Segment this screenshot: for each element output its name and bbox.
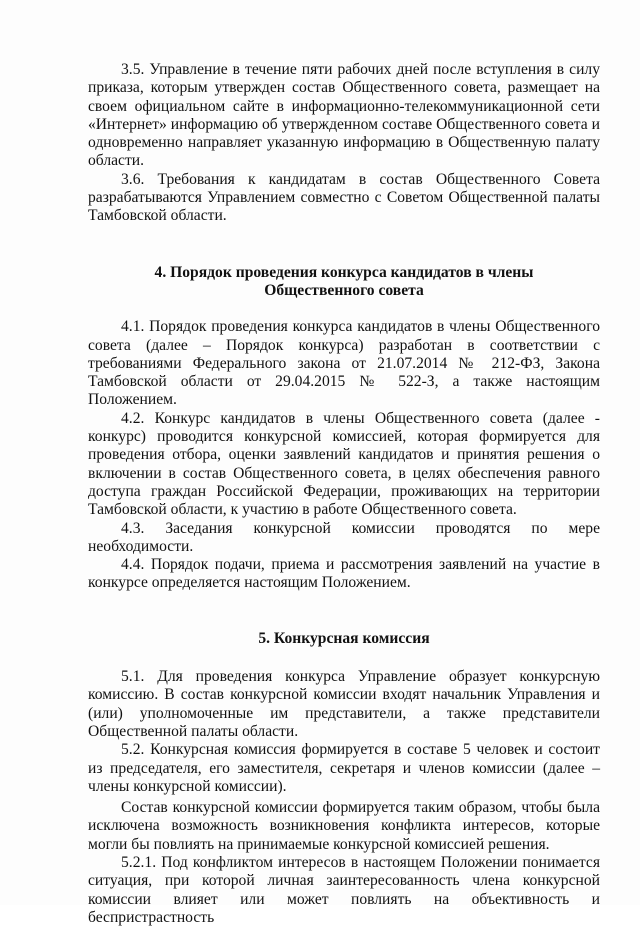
section-4-heading-line2: Общественного совета: [264, 281, 424, 299]
paragraph-4-1: 4.1. Порядок проведения конкурса кандидатов в члены Общественного совета (далее – Порядок конкурса) разработан в соответствии с требованиями Федерального закона от 21.07.2014 № 212-ФЗ, Закона Тамбовской области от 29.04.2015 № 522-З, а также настоящим Положением.: [88, 318, 600, 409]
paragraph-5-2-composition: Состав конкурсной комиссии формируется таким образом, чтобы была исключена возможность возникновения конфликта интересов, которые могли бы повлиять на принимаемые конкурсной комиссией решения.: [88, 799, 600, 853]
document-body: [88, 61, 600, 927]
paragraph-5-2: 5.2. Конкурсная комиссия формируется в составе 5 человек и состоит из председателя, его заместителя, секретаря и членов комиссии (далее – члены конкурсной комиссии).: [88, 741, 600, 795]
paragraph-4-4: 4.4. Порядок подачи, приема и рассмотрения заявлений на участие в конкурсе определяется настоящим Положением.: [88, 556, 600, 592]
paragraph-4-3: 4.3. Заседания конкурсной комиссии проводятся по мере необходимости.: [88, 519, 600, 555]
paragraph-3-5: 3.5. Управление в течение пяти рабочих дней после вступления в силу приказа, которым утвержден состав Общественного совета, размещает на своем официальном сайте в информационно-телекоммуникационной сети «Интернет» информацию об утвержденном составе Общественного совета и одновременно направляет указанную информацию в Общественную палату области.: [88, 61, 600, 170]
section-4-heading: [88, 264, 600, 301]
section-4-heading-line1: 4. Порядок проведения конкурса кандидатов в члены: [154, 263, 534, 281]
section-5-heading: [88, 630, 600, 648]
paragraph-5-2-1: 5.2.1. Под конфликтом интересов в настоящем Положении понимается ситуация, при которой личная заинтересованность члена конкурсной комиссии влияет или может повлиять на объективность и беспристрастность: [88, 853, 600, 926]
paragraph-5-1: 5.1. Для проведения конкурса Управление образует конкурсную комиссию. В состав конкурсной комиссии входят начальник Управления и (или) уполномоченные им представители, а также представители Общественной палаты области.: [88, 668, 600, 740]
paragraph-4-2: 4.2. Конкурс кандидатов в члены Общественного совета (далее - конкурс) проводится конкурсной комиссией, которая формируется для проведения отбора, оценки заявлений кандидатов и принятия решения о включении в состав Общественного совета, в целях обеспечения равного доступа граждан Российской Федерации, проживающих на территории Тамбовской области, к участию в работе Общественного совета.: [88, 409, 600, 519]
section-5-heading-text: 5. Конкурсная комиссия: [258, 629, 430, 647]
paragraph-3-6: 3.6. Требования к кандидатам в состав Общественного Совета разрабатываются Управлением совместно с Советом Общественной палаты Тамбовской области.: [88, 170, 600, 225]
